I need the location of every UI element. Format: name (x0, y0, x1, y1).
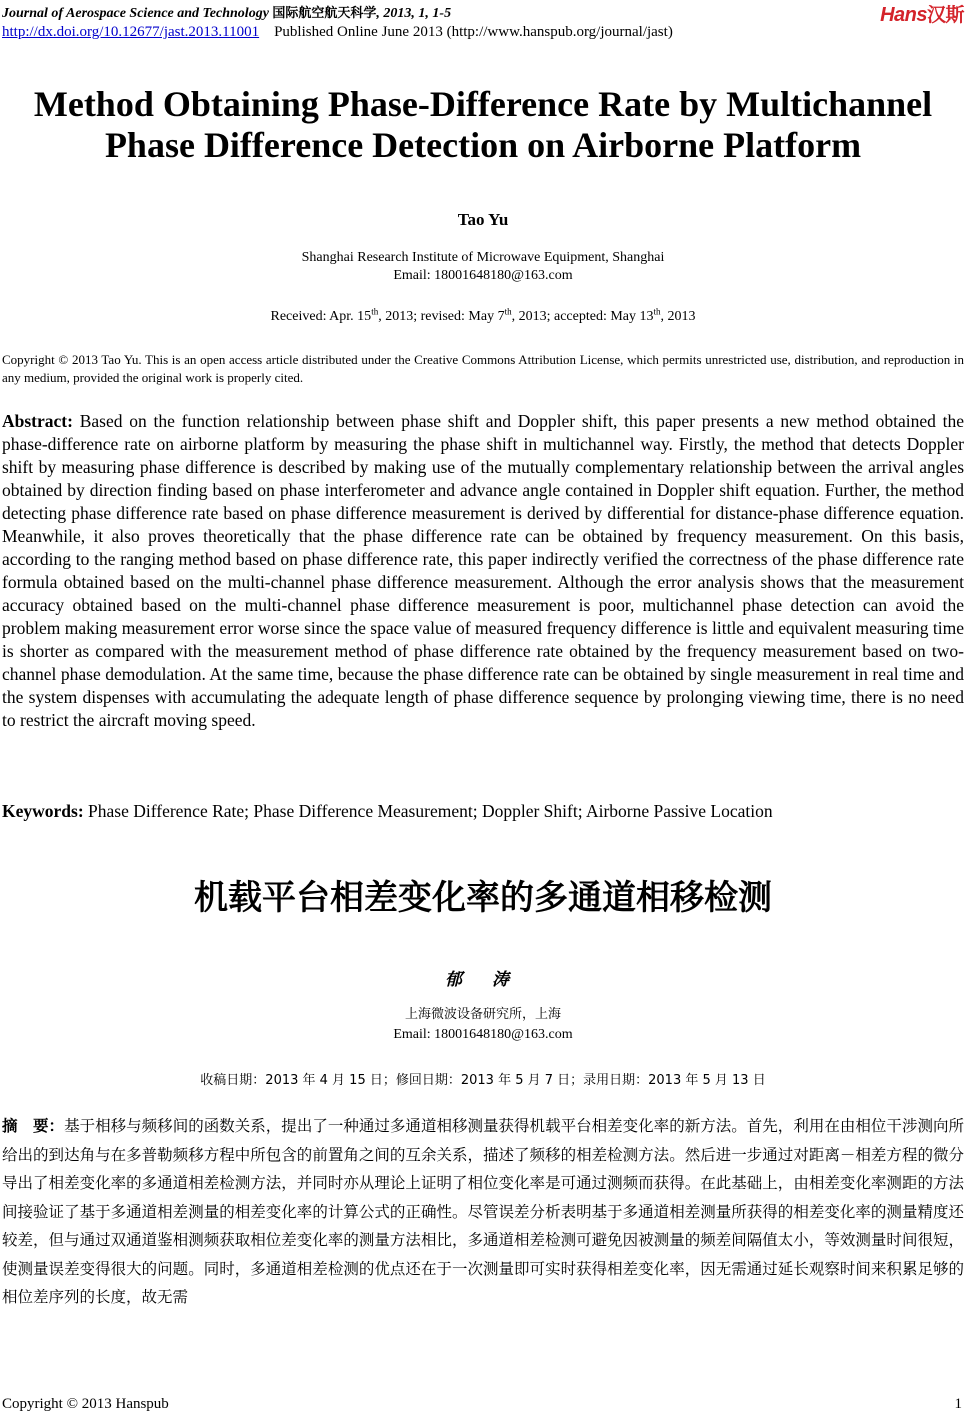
affiliation-cn: 上海微波设备研究所，上海 (404, 1007, 561, 1022)
abstract-label: Abstract: (2, 411, 73, 431)
footer-copyright: Copyright © 2013 Hanspub (2, 1396, 169, 1412)
revised-date: , 2013; revised: May 7 (378, 309, 505, 324)
abstract (2, 410, 964, 732)
keywords-label: Keywords: (2, 801, 84, 821)
ordinal-suffix: th (504, 306, 512, 317)
affiliation: Shanghai Research Institute of Microwave Equipment, Shanghai (301, 250, 665, 265)
doi-line (2, 24, 673, 41)
author-name-cn: 郁 涛 (445, 970, 521, 990)
received-dates-cn: 收稿日期：2013 年 4 月 15 日；修回日期：2013 年 5 月 7 日；录用日期：2013 年 5 月 13 日 (200, 1073, 766, 1088)
abstract-text-cn: 基于相移与频移间的函数关系，提出了一种通过多通道相移测量获得机载平台相差变化率的新方法。首先，利用在由相位干涉测向所给出的到达角与在多普勒频移方程中所包含的前置角之间的互余关系，描述了频移的相差检测方法。然后进一步通过对距离－相差方程的微分导出了相差变化率的多通道相差检测方法，并同时亦从理论上证明了相位变化率是可通过测频而获得。在此基础上，由相差变化率测距的方法间接验证了基于多通道相差测量的相差变化率的计算公式的正确性。尽管误差分析表明基于多通道相差测量所获得的相差变化率的测量精度还较差，但与通过双通道鉴相测频获取相位差变化率的测量方法相比，多通道相差检测可避免因被测量的频差间隔值太小，等效测量时间很短，使测量误差变得很大的问题。同时，多通道相差检测的优点还在于一次测量即可实时获得相差变化率，因无需通过延长观察时间来积累足够的相位差序列的长度，故无需 (2, 1117, 964, 1306)
author-name: Tao Yu (457, 210, 509, 229)
abstract-label-cn: 摘 要： (2, 1117, 65, 1135)
journal-header (2, 2, 451, 22)
logo-cn: 汉斯 (926, 4, 964, 26)
ordinal-suffix: th (371, 306, 379, 317)
copyright-notice: Copyright © 2013 Tao Yu. This is an open access article distributed under the Creative Commons Attribution License, which permits unrestricted use, distribution, and reproduction in any medium, provided the original work is properly cited. (2, 352, 964, 385)
journal-issue: , 2013, 1, 1-5 (376, 6, 452, 21)
keywords-text: Phase Difference Rate; Phase Difference Measurement; Doppler Shift; Airborne Passive Location (83, 801, 773, 821)
logo-latin: Hans (880, 4, 927, 26)
affiliation-block-cn (0, 1005, 966, 1045)
page-number: 1 (954, 1396, 962, 1412)
hans-logo (880, 0, 964, 27)
ordinal-suffix: th (653, 306, 661, 317)
journal-name: Journal of Aerospace Science and Technology (2, 6, 269, 21)
accepted-year: , 2013 (660, 309, 696, 324)
paper-title: Method Obtaining Phase-Difference Rate by Multichannel Phase Difference Detection on Airborne Platform (33, 84, 933, 165)
abstract-text: Based on the function relationship between phase shift and Doppler shift, this paper presents a new method obtained the phase-difference rate on airborne platform by measuring the phase shift in multichannel way. Firstly, the method that detects Doppler shift by measuring phase difference is described by making use of the mutually complementary relationship between the arrival angles obtained by direction finding based on phase interferometer and advance angle contained in Doppler shift equation. Further, the method detecting phase difference rate based on phase difference measurement is derived by differential for distance-phase difference equation. Meanwhile, it also proves theoretically that the phase difference rate can be obtained by frequency measurement. On this basis, according to the ranging method based on phase difference rate, this paper indirectly verified the correctness of the phase difference rate formula obtained based on the multi-channel phase difference measurement. Although the error analysis shows that the measurement accuracy obtained based on the multi-channel phase difference measurement is poor, multichannel phase detection can avoid the problem making measurement error worse since the space value of measured frequency difference is little and equivalent measuring time is shorter as compared with the measurement method of phase difference rate obtained by the frequency measurement based on two-channel phase demodulation. At the same time, because the phase difference rate can be obtained by single measurement in real time and the system dispenses with accumulating the adequate length of phase difference sequence by prolonging viewing time, there is no need to restrict the aircraft moving speed. (2, 411, 964, 730)
author-email-cn: Email: 18001648180@163.com (393, 1027, 573, 1042)
keywords (2, 801, 964, 822)
journal-name-cn: 国际航空航天科学 (272, 6, 377, 21)
doi-link[interactable]: http://dx.doi.org/10.12677/jast.2013.11001 (2, 24, 260, 40)
affiliation-block (0, 249, 966, 285)
paper-title-cn: 机载平台相差变化率的多通道相移检测 (194, 878, 772, 918)
accepted-date: , 2013; accepted: May 13 (511, 309, 654, 324)
author-email: Email: 18001648180@163.com (393, 268, 573, 283)
abstract-cn (2, 1112, 964, 1312)
published-info: Published Online June 2013 (http://www.hanspub.org/journal/jast) (274, 24, 673, 40)
received-date: Received: Apr. 15 (270, 309, 372, 324)
received-dates (0, 306, 966, 325)
